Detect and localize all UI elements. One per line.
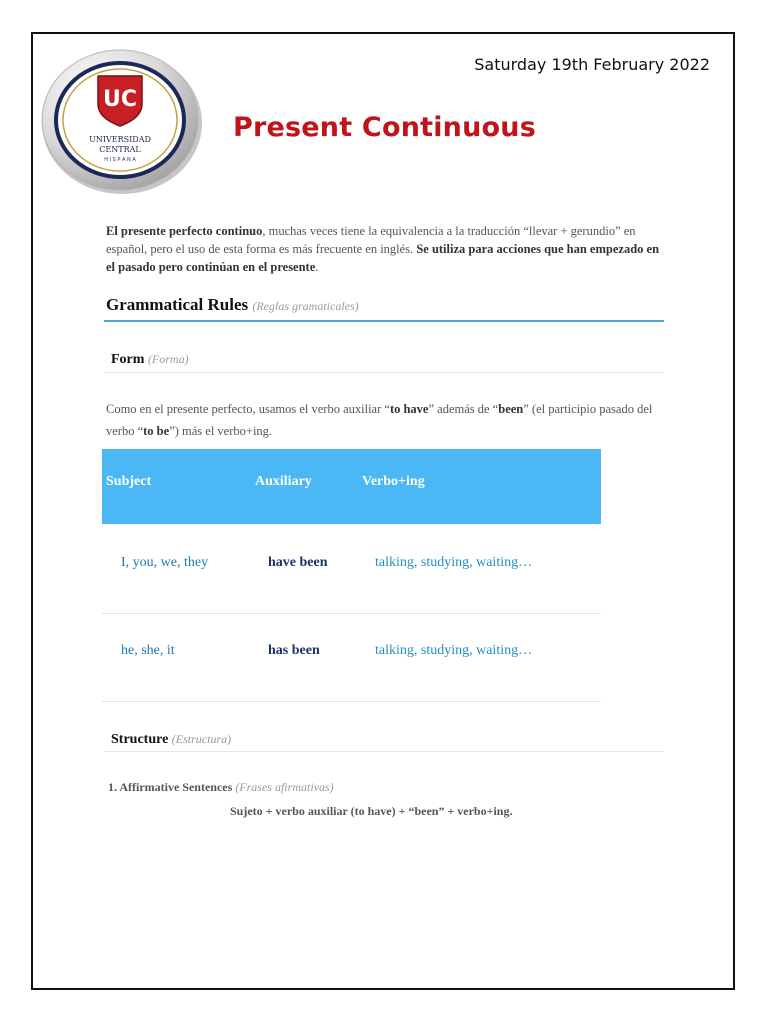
- intro-bold-1: El presente perfecto continuo: [106, 224, 263, 238]
- row-1-auxiliary: have been: [268, 555, 328, 570]
- structure-title: Structure: [111, 732, 169, 747]
- form-title: Form: [111, 352, 145, 367]
- grammatical-rules-heading: [106, 295, 359, 315]
- logo-line-1: UNIVERSIDAD: [89, 135, 151, 144]
- form-text-4: ”) más el verbo+ing.: [169, 424, 273, 438]
- structure-divider: [104, 751, 664, 752]
- grammatical-rules-translation: (Reglas gramaticales): [252, 299, 359, 313]
- form-heading: [111, 352, 189, 368]
- form-explanation: [106, 398, 666, 442]
- row-2-verb: talking, studying, waiting…: [375, 643, 533, 658]
- row-2-auxiliary: has been: [268, 643, 320, 658]
- section-divider: [104, 320, 664, 322]
- form-text-2: ” además de “: [428, 402, 499, 416]
- table-header: [102, 449, 601, 524]
- form-bold-to-have: to have: [389, 402, 429, 416]
- row-1-subject: I, you, we, they: [121, 555, 209, 570]
- header-auxiliary: Auxiliary: [255, 474, 312, 489]
- university-logo: [38, 44, 206, 196]
- intro-text-2: .: [315, 260, 319, 274]
- intro-paragraph: [106, 222, 666, 276]
- affirmative-formula: Sujeto + verbo auxiliar (to have) + “been” + verbo+ing.: [230, 804, 513, 818]
- intro-text-1: , muchas veces tiene la equivalencia a la traducción “llevar + gerundio” en español, pero el uso de esta forma es más frecuente en inglés.: [106, 224, 636, 256]
- grammatical-rules-title: Grammatical Rules: [106, 295, 249, 314]
- form-text-1: Como en el presente perfecto, usamos el verbo auxiliar “: [106, 402, 390, 416]
- row-divider: [102, 613, 601, 614]
- header-verb-ing: Verbo+ing: [362, 474, 425, 489]
- row-1-verb: talking, studying, waiting…: [375, 555, 533, 570]
- logo-line-3: H I S P A N A: [104, 157, 136, 163]
- document-date: Saturday 19th February 2022: [474, 55, 710, 74]
- form-divider: [104, 372, 664, 373]
- row-2-subject: he, she, it: [121, 643, 175, 658]
- row-divider: [102, 701, 601, 702]
- affirmative-heading: [108, 780, 334, 795]
- structure-heading: [111, 732, 231, 748]
- structure-translation: (Estructura): [171, 732, 232, 746]
- logo-letters: UC: [102, 87, 138, 112]
- form-translation: (Forma): [147, 352, 189, 366]
- form-bold-been: been: [498, 402, 524, 416]
- form-bold-to-be: to be: [143, 424, 170, 438]
- form-text-3: ” (el participio pasado del verbo “: [106, 402, 653, 438]
- affirmative-translation: (Frases afirmativas): [235, 780, 334, 794]
- intro-bold-2: Se utiliza para acciones que han empezado en el pasado pero continúan en el presente: [106, 242, 660, 274]
- header-subject: Subject: [106, 474, 152, 489]
- page-title: Present Continuous: [233, 112, 536, 143]
- affirmative-title: 1. Affirmative Sentences: [108, 780, 233, 794]
- logo-line-2: CENTRAL: [99, 145, 141, 154]
